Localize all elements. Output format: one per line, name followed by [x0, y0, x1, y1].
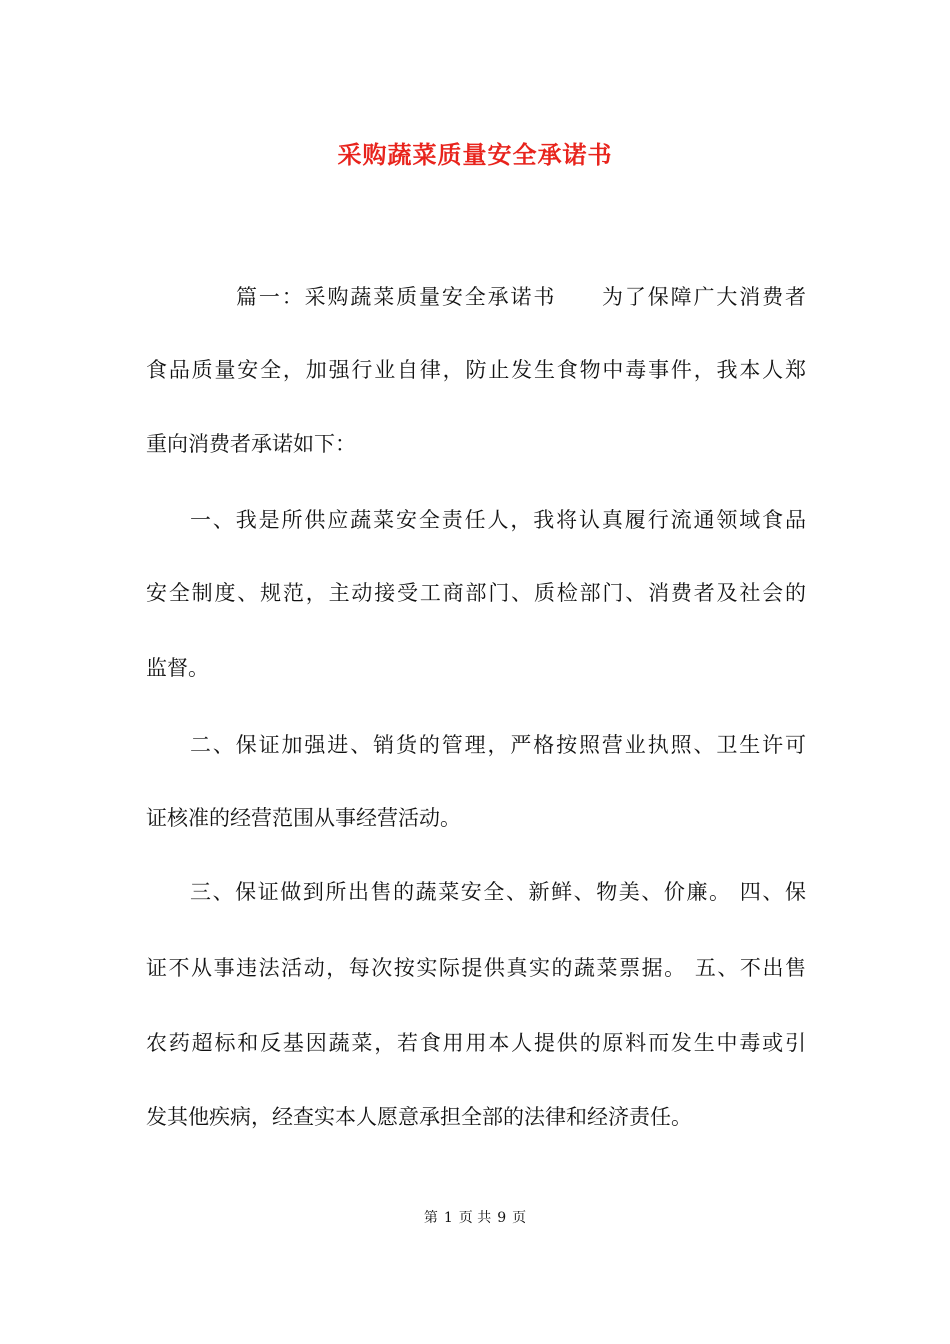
paragraph-line-8: 证核准的经营范围从事经营活动。 [146, 806, 461, 830]
footer-prefix: 第 [423, 1210, 438, 1226]
paragraph-line-12: 发其他疾病，经查实本人愿意承担全部的法律和经济责任。 [146, 1105, 692, 1129]
footer-page-number: 1 [443, 1210, 453, 1226]
footer-suffix: 页 [512, 1210, 527, 1226]
paragraph-line-3: 重向消费者承诺如下： [146, 432, 356, 456]
paragraph-line-2: 食品质量安全，加强行业自律，防止发生食物中毒事件，我本人郑 [146, 358, 806, 382]
paragraph-line-7: 二、保证加强进、销货的管理，严格按照营业执照、卫生许可 [190, 733, 806, 757]
paragraph-line-11: 农药超标和反基因蔬菜，若食用用本人提供的原料而发生中毒或引 [146, 1031, 806, 1055]
paragraph-line-1: 篇一：采购蔬菜质量安全承诺书 为了保障广大消费者 [236, 285, 806, 309]
paragraph-line-9: 三、保证做到所出售的蔬菜安全、新鲜、物美、价廉。 四、保 [190, 880, 806, 904]
footer-middle: 页 共 [458, 1210, 492, 1226]
paragraph-line-6: 监督。 [146, 656, 209, 680]
paragraph-line-4: 一、我是所供应蔬菜安全责任人，我将认真履行流通领域食品 [190, 508, 806, 532]
page-footer [0, 1208, 950, 1228]
footer-total-pages: 9 [497, 1210, 507, 1226]
paragraph-line-10: 证不从事违法活动，每次按实际提供真实的蔬菜票据。 五、不出售 [146, 956, 806, 980]
document-title: 采购蔬菜质量安全承诺书 [337, 140, 613, 169]
paragraph-line-5: 安全制度、规范，主动接受工商部门、质检部门、消费者及社会的 [146, 581, 806, 605]
